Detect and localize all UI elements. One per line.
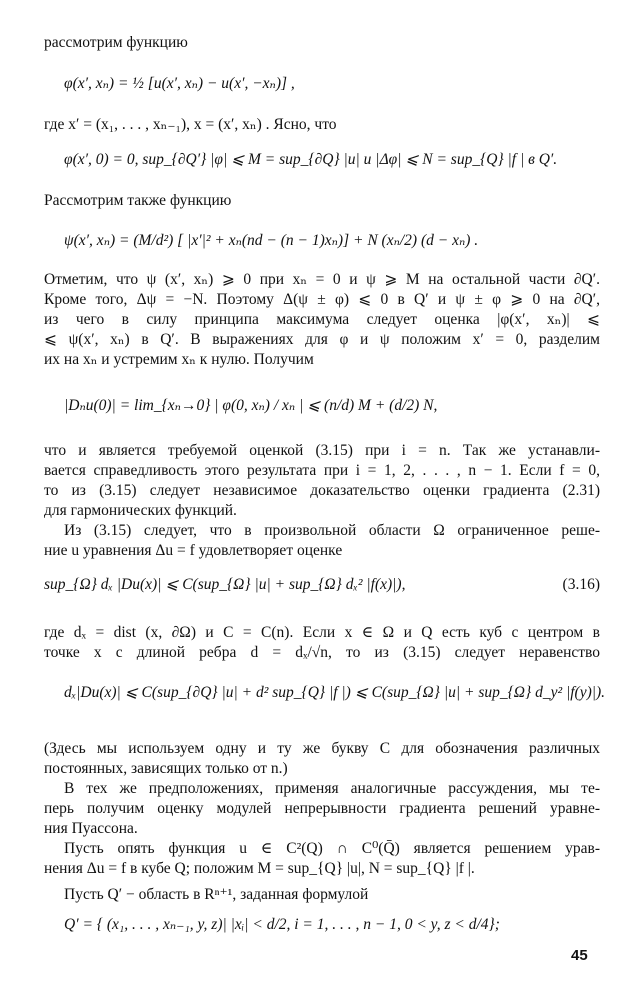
text-line: для гармонических функций. [44, 502, 237, 519]
equation-psi: ψ(x′, xₙ) = (M/d²) [ |x′|² + xₙ(nd − (n − 1)xₙ)] + N (xₙ/2) (d − xₙ) . [64, 232, 479, 249]
text-line: ⩽ ψ(x′, xₙ) в Q′. В выражениях для φ и ψ положим x′ = 0, разделим [44, 331, 600, 348]
text-line: их на xₙ и устремим xₙ к нулю. Получим [44, 351, 314, 368]
text-line: нения Δu = f в кубе Q; положим M = sup_{Q} |u|, N = sup_{Q} |f |. [44, 860, 475, 877]
text-line: (Здесь мы используем одну и ту же букву C для обозначения различных [44, 740, 600, 757]
text-line: Пусть опять функция u ∈ C²(Q) ∩ C⁰(Q̄) является решением урав- [64, 840, 600, 857]
text-line: из чего в силу принципа максимума следует оценка |φ(x′, xₙ)| ⩽ [44, 311, 600, 328]
text-line: где dₓ = dist (x, ∂Ω) и C = C(n). Если x ∈ Ω и Q есть куб с центром в [44, 624, 600, 641]
text-line: Пусть Q′ − область в Rⁿ⁺¹, заданная формулой [64, 886, 369, 903]
equation-gradient-limit: |Dₙu(0)| = lim_{xₙ→0} | φ(0, xₙ) / xₙ | ⩽ (n/d) M + (d/2) N, [64, 397, 438, 414]
equation-number: (3.16) [562, 576, 600, 593]
equation-phi-bounds: φ(x′, 0) = 0, sup_{∂Q′} |φ| ⩽ M = sup_{∂Q} |u| и |Δφ| ⩽ N = sup_{Q} |f | в Q′. [64, 151, 558, 168]
text-line: Рассмотрим также функцию [44, 192, 232, 209]
text-line: то из (3.15) следует независимое доказательство оценки градиента (2.31) [44, 482, 600, 499]
text-line: В тех же предположениях, применяя аналогичные рассуждения, мы те- [64, 780, 600, 797]
text-line: перь получим оценку модулей непрерывности градиента решений уравне- [44, 800, 600, 817]
text-line: Кроме того, Δψ = −N. Поэтому Δ(ψ ± φ) ⩽ 0 в Q′ и ψ ± φ ⩾ 0 на ∂Q′, [44, 291, 600, 308]
equation-phi: φ(x′, xₙ) = ½ [u(x′, xₙ) − u(x′, −xₙ)] , [64, 75, 295, 92]
text-line: Из (3.15) следует, что в произвольной области Ω ограниченное реше- [64, 522, 600, 539]
text-line: ния Пуассона. [44, 820, 138, 837]
page-number: 45 [571, 947, 588, 964]
text-line: точке x с длиной ребра d = dₓ/√n, то из (3.15) следует неравенство [44, 644, 600, 661]
text-line: постоянных, зависящих только от n.) [44, 760, 288, 777]
text-line: Отметим, что ψ (x′, xₙ) ⩾ 0 при xₙ = 0 и ψ ⩾ M на остальной части ∂Q′. [44, 271, 600, 288]
equation-gradient-estimate: dₓ|Du(x)| ⩽ C(sup_{∂Q} |u| + d² sup_{Q} |f |) ⩽ C(sup_{Ω} |u| + sup_{Ω} d_y² |f(y)|). [64, 684, 606, 701]
text-line: вается справедливость этого результата при i = 1, 2, . . . , n − 1. Если f = 0, [44, 462, 600, 479]
text-line: где x′ = (x₁, . . . , xₙ₋₁), x = (x′, xₙ) . Ясно, что [44, 116, 337, 133]
text-line: что и является требуемой оценкой (3.15) при i = n. Так же устанавли- [44, 442, 600, 459]
text-line: ние u уравнения Δu = f удовлетворяет оценке [44, 542, 343, 559]
text-line: рассмотрим функцию [44, 34, 188, 51]
equation-3-16: sup_{Ω} dₓ |Du(x)| ⩽ C(sup_{Ω} |u| + sup_{Ω} dₓ² |f(x)|), [44, 576, 406, 593]
equation-domain: Q′ = { (x₁, . . . , xₙ₋₁, y, z)| |xᵢ| < d/2, i = 1, . . . , n − 1, 0 < y, z < d/4}; [64, 916, 500, 933]
